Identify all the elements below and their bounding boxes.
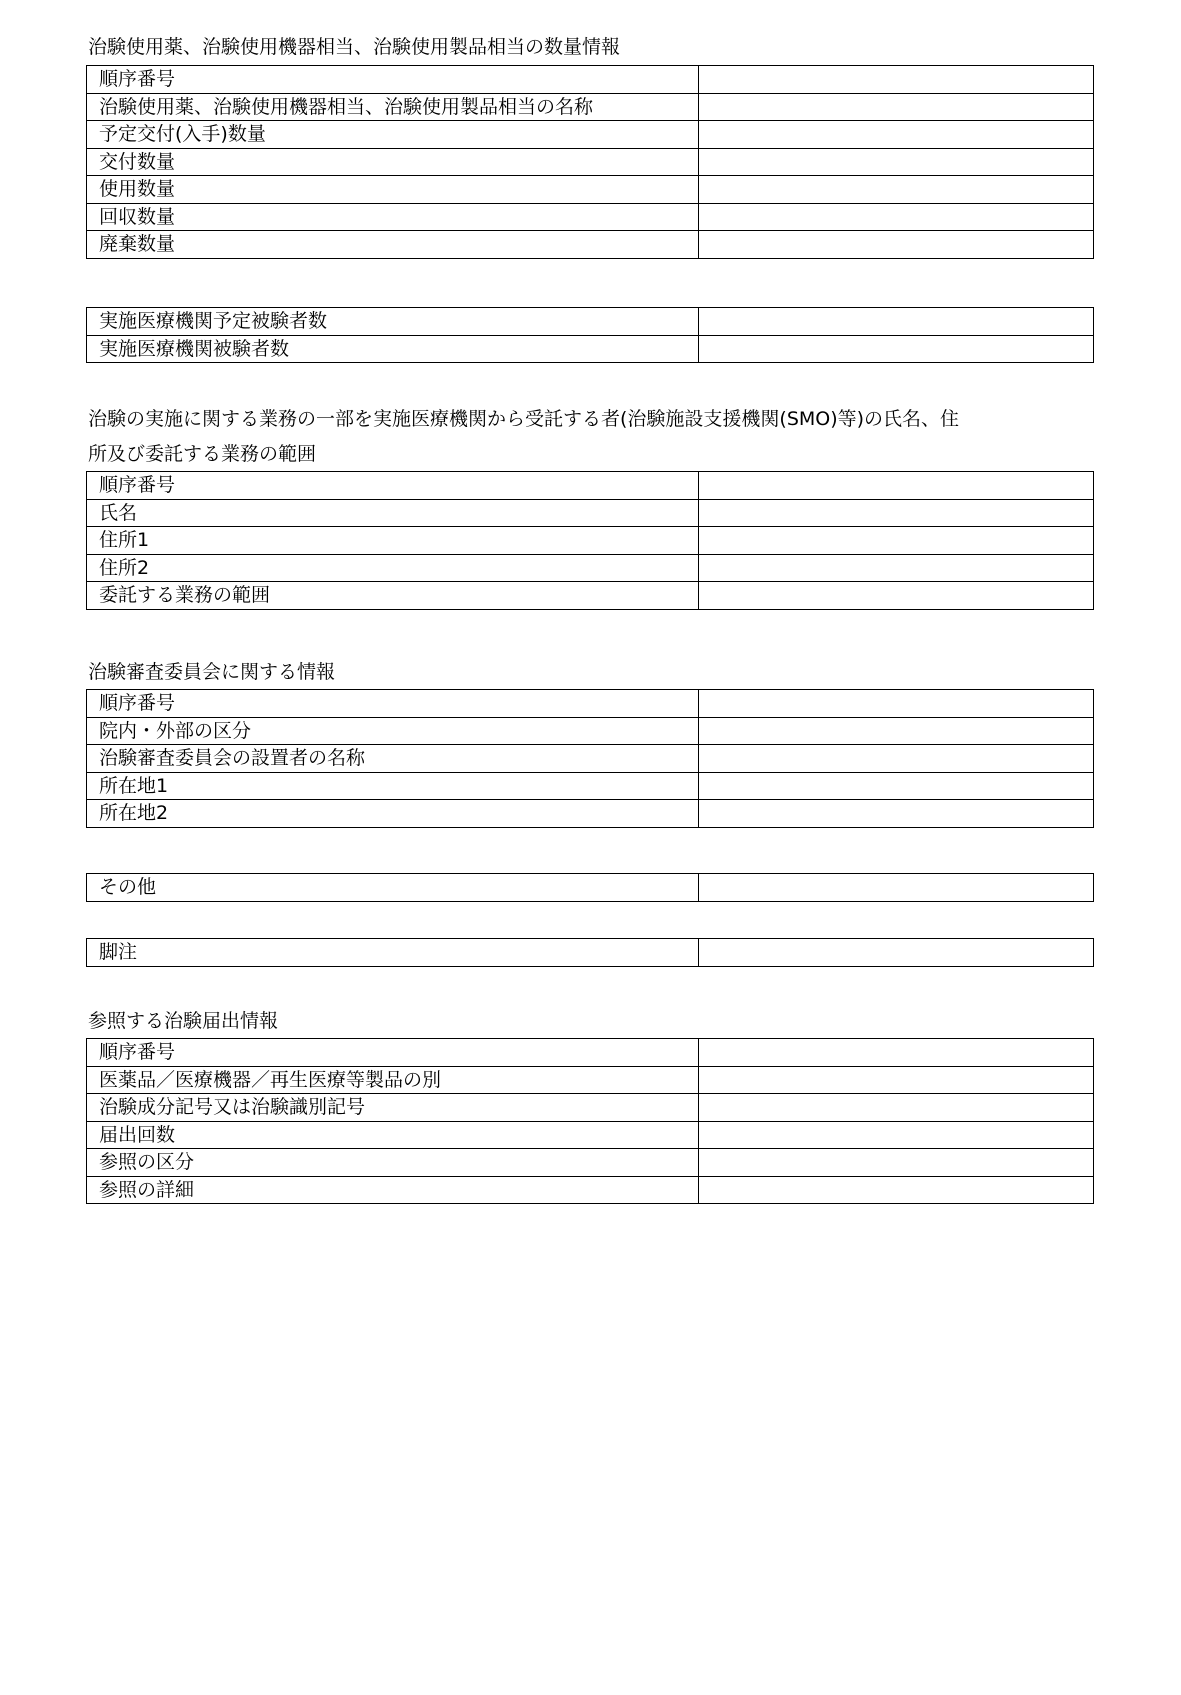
row-label: 参照の区分 xyxy=(87,1149,699,1177)
row-value-cell[interactable] xyxy=(699,203,1094,231)
row-label: 所在地1 xyxy=(87,772,699,800)
row-label: その他 xyxy=(87,874,699,902)
row-value-cell[interactable] xyxy=(699,1176,1094,1204)
table-row xyxy=(87,231,1094,259)
row-label: 委託する業務の範囲 xyxy=(87,582,699,610)
row-value-cell[interactable] xyxy=(699,93,1094,121)
row-label: 廃棄数量 xyxy=(87,231,699,259)
row-value-cell[interactable] xyxy=(699,308,1094,336)
row-value-cell[interactable] xyxy=(699,472,1094,500)
row-label: 順序番号 xyxy=(87,66,699,94)
row-value-cell[interactable] xyxy=(699,66,1094,94)
row-label: 届出回数 xyxy=(87,1121,699,1149)
table-row xyxy=(87,745,1094,773)
table-row xyxy=(87,1121,1094,1149)
row-value-cell[interactable] xyxy=(699,1039,1094,1067)
table-row xyxy=(87,554,1094,582)
table-row xyxy=(87,1149,1094,1177)
row-value-cell[interactable] xyxy=(699,582,1094,610)
table-row xyxy=(87,66,1094,94)
row-value-cell[interactable] xyxy=(699,1094,1094,1122)
row-label: 実施医療機関被験者数 xyxy=(87,335,699,363)
row-value-cell[interactable] xyxy=(699,148,1094,176)
section-heading-quantity: 治験使用薬、治験使用機器相当、治験使用製品相当の数量情報 xyxy=(88,36,621,58)
section-heading-smo-cont: 所及び委託する業務の範囲 xyxy=(88,443,317,465)
table-row xyxy=(87,690,1094,718)
row-value-cell[interactable] xyxy=(699,176,1094,204)
row-label: 参照の詳細 xyxy=(87,1176,699,1204)
table-row xyxy=(87,203,1094,231)
footnote-table xyxy=(86,938,1094,967)
table-row xyxy=(87,1176,1094,1204)
row-label: 治験審査委員会の設置者の名称 xyxy=(87,745,699,773)
row-value-cell[interactable] xyxy=(699,1066,1094,1094)
row-value-cell[interactable] xyxy=(699,1121,1094,1149)
row-label: 順序番号 xyxy=(87,472,699,500)
irb-table xyxy=(86,689,1094,828)
row-label: 順序番号 xyxy=(87,1039,699,1067)
table-row xyxy=(87,93,1094,121)
row-value-cell[interactable] xyxy=(699,772,1094,800)
row-value-cell[interactable] xyxy=(699,335,1094,363)
row-label: 順序番号 xyxy=(87,690,699,718)
row-label: 脚注 xyxy=(87,939,699,967)
table-row xyxy=(87,148,1094,176)
row-label: 予定交付(入手)数量 xyxy=(87,121,699,149)
table-row xyxy=(87,717,1094,745)
row-label: 氏名 xyxy=(87,499,699,527)
row-label: 実施医療機関予定被験者数 xyxy=(87,308,699,336)
row-value-cell[interactable] xyxy=(699,745,1094,773)
table-row xyxy=(87,527,1094,555)
table-row xyxy=(87,335,1094,363)
table-row xyxy=(87,772,1094,800)
row-value-cell[interactable] xyxy=(699,690,1094,718)
row-value-cell[interactable] xyxy=(699,1149,1094,1177)
row-label: 院内・外部の区分 xyxy=(87,717,699,745)
reference-table xyxy=(86,1038,1094,1204)
row-label: 所在地2 xyxy=(87,800,699,828)
row-value-cell[interactable] xyxy=(699,717,1094,745)
table-row xyxy=(87,1094,1094,1122)
row-label: 治験成分記号又は治験識別記号 xyxy=(87,1094,699,1122)
other-table xyxy=(86,873,1094,902)
section-heading-smo: 治験の実施に関する業務の一部を実施医療機関から受託する者(治験施設支援機関(SMO)等)の氏名、住 xyxy=(88,408,960,430)
table-row xyxy=(87,121,1094,149)
row-label: 回収数量 xyxy=(87,203,699,231)
table-row xyxy=(87,582,1094,610)
row-value-cell[interactable] xyxy=(699,939,1094,967)
row-value-cell[interactable] xyxy=(699,231,1094,259)
row-label: 住所1 xyxy=(87,527,699,555)
table-row xyxy=(87,1039,1094,1067)
table-row xyxy=(87,499,1094,527)
row-label: 使用数量 xyxy=(87,176,699,204)
table-row xyxy=(87,472,1094,500)
table-row xyxy=(87,874,1094,902)
row-value-cell[interactable] xyxy=(699,527,1094,555)
smo-table xyxy=(86,471,1094,610)
row-value-cell[interactable] xyxy=(699,874,1094,902)
row-label: 治験使用薬、治験使用機器相当、治験使用製品相当の名称 xyxy=(87,93,699,121)
row-value-cell[interactable] xyxy=(699,121,1094,149)
subjects-table xyxy=(86,307,1094,363)
table-row xyxy=(87,1066,1094,1094)
section-heading-reference: 参照する治験届出情報 xyxy=(88,1010,279,1032)
table-row xyxy=(87,800,1094,828)
quantity-table xyxy=(86,65,1094,259)
table-row xyxy=(87,176,1094,204)
section-heading-irb: 治験審査委員会に関する情報 xyxy=(88,661,336,683)
row-value-cell[interactable] xyxy=(699,554,1094,582)
table-row xyxy=(87,939,1094,967)
row-value-cell[interactable] xyxy=(699,499,1094,527)
table-row xyxy=(87,308,1094,336)
row-value-cell[interactable] xyxy=(699,800,1094,828)
row-label: 住所2 xyxy=(87,554,699,582)
row-label: 医薬品／医療機器／再生医療等製品の別 xyxy=(87,1066,699,1094)
row-label: 交付数量 xyxy=(87,148,699,176)
